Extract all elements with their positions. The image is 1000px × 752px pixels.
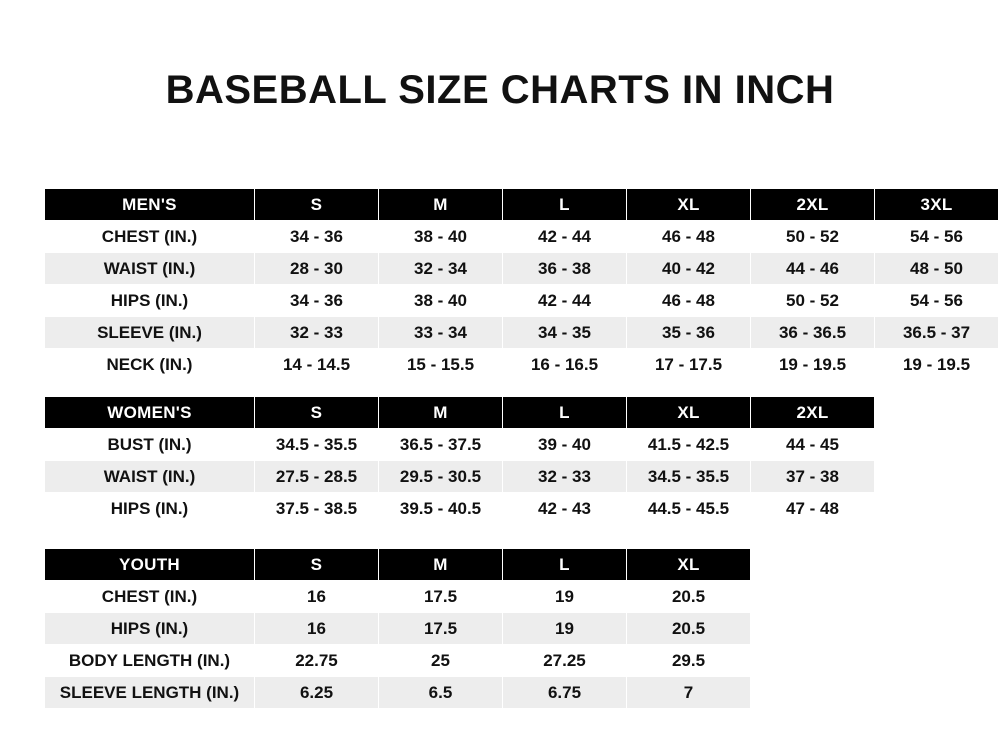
womens-size-table-container [44,396,875,525]
measurement-cell: 44 - 46 [751,253,875,285]
measurement-cell: 25 [379,645,503,677]
measurement-cell: 34.5 - 35.5 [627,461,751,493]
table-row [45,317,999,349]
measurement-cell: 27.25 [503,645,627,677]
womens-size-table [44,396,875,525]
measurement-cell: 38 - 40 [379,285,503,317]
column-header-m: M [379,189,503,221]
measurement-cell: 34.5 - 35.5 [255,429,379,461]
measurement-cell: 32 - 33 [255,317,379,349]
measurement-cell: 34 - 36 [255,285,379,317]
table-row [45,581,751,613]
column-header-xl: XL [627,189,751,221]
table-row [45,285,999,317]
mens-header-label: MEN'S [45,189,255,221]
column-header-xl: XL [627,397,751,429]
measurement-cell: 39 - 40 [503,429,627,461]
measurement-cell: 46 - 48 [627,221,751,253]
table-row [45,645,751,677]
measurement-cell: 34 - 36 [255,221,379,253]
measurement-cell: 28 - 30 [255,253,379,285]
measurement-cell: 46 - 48 [627,285,751,317]
measurement-cell: 17.5 [379,581,503,613]
measurement-cell: 50 - 52 [751,221,875,253]
measurement-cell: 37.5 - 38.5 [255,493,379,525]
table-row [45,221,999,253]
measurement-cell: 41.5 - 42.5 [627,429,751,461]
mens-header-row [45,189,999,221]
column-header-m: M [379,549,503,581]
table-row [45,493,875,525]
row-label: HIPS (IN.) [45,493,255,525]
table-row [45,461,875,493]
table-row [45,429,875,461]
measurement-cell: 38 - 40 [379,221,503,253]
column-header-2xl: 2XL [751,189,875,221]
measurement-cell: 6.25 [255,677,379,709]
measurement-cell: 36.5 - 37.5 [379,429,503,461]
measurement-cell: 7 [627,677,751,709]
measurement-cell: 16 - 16.5 [503,349,627,381]
column-header-s: S [255,397,379,429]
measurement-cell: 29.5 [627,645,751,677]
womens-header-row [45,397,875,429]
measurement-cell: 50 - 52 [751,285,875,317]
column-header-2xl: 2XL [751,397,875,429]
measurement-cell: 54 - 56 [875,285,999,317]
measurement-cell: 44.5 - 45.5 [627,493,751,525]
row-label: HIPS (IN.) [45,285,255,317]
measurement-cell: 42 - 43 [503,493,627,525]
measurement-cell: 19 - 19.5 [751,349,875,381]
measurement-cell: 37 - 38 [751,461,875,493]
table-row [45,253,999,285]
youth-header-row [45,549,751,581]
measurement-cell: 47 - 48 [751,493,875,525]
row-label: HIPS (IN.) [45,613,255,645]
column-header-xl: XL [627,549,751,581]
column-header-3xl: 3XL [875,189,999,221]
row-label: BUST (IN.) [45,429,255,461]
youth-size-table-container [44,548,751,709]
measurement-cell: 19 - 19.5 [875,349,999,381]
row-label: SLEEVE (IN.) [45,317,255,349]
mens-table-body [45,189,999,381]
measurement-cell: 16 [255,613,379,645]
measurement-cell: 39.5 - 40.5 [379,493,503,525]
youth-header-label: YOUTH [45,549,255,581]
measurement-cell: 15 - 15.5 [379,349,503,381]
row-label: SLEEVE LENGTH (IN.) [45,677,255,709]
row-label: NECK (IN.) [45,349,255,381]
measurement-cell: 14 - 14.5 [255,349,379,381]
row-label: WAIST (IN.) [45,461,255,493]
column-header-s: S [255,189,379,221]
mens-size-table [44,188,999,381]
column-header-l: L [503,189,627,221]
measurement-cell: 6.5 [379,677,503,709]
measurement-cell: 44 - 45 [751,429,875,461]
womens-table-body [45,397,875,525]
youth-size-table [44,548,751,709]
column-header-s: S [255,549,379,581]
table-row [45,349,999,381]
measurement-cell: 35 - 36 [627,317,751,349]
measurement-cell: 32 - 33 [503,461,627,493]
measurement-cell: 29.5 - 30.5 [379,461,503,493]
column-header-m: M [379,397,503,429]
measurement-cell: 17.5 [379,613,503,645]
measurement-cell: 33 - 34 [379,317,503,349]
page-title: BASEBALL SIZE CHARTS IN INCH [165,68,835,112]
row-label: CHEST (IN.) [45,221,255,253]
measurement-cell: 40 - 42 [627,253,751,285]
womens-header-label: WOMEN'S [45,397,255,429]
measurement-cell: 16 [255,581,379,613]
measurement-cell: 22.75 [255,645,379,677]
measurement-cell: 17 - 17.5 [627,349,751,381]
table-row [45,613,751,645]
table-row [45,677,751,709]
measurement-cell: 20.5 [627,613,751,645]
row-label: CHEST (IN.) [45,581,255,613]
measurement-cell: 36.5 - 37 [875,317,999,349]
row-label: BODY LENGTH (IN.) [45,645,255,677]
youth-table-body [45,549,751,709]
mens-size-table-container [44,188,999,381]
measurement-cell: 32 - 34 [379,253,503,285]
measurement-cell: 27.5 - 28.5 [255,461,379,493]
measurement-cell: 36 - 38 [503,253,627,285]
measurement-cell: 34 - 35 [503,317,627,349]
measurement-cell: 42 - 44 [503,285,627,317]
measurement-cell: 54 - 56 [875,221,999,253]
measurement-cell: 6.75 [503,677,627,709]
measurement-cell: 48 - 50 [875,253,999,285]
measurement-cell: 19 [503,581,627,613]
column-header-l: L [503,549,627,581]
measurement-cell: 36 - 36.5 [751,317,875,349]
measurement-cell: 20.5 [627,581,751,613]
measurement-cell: 19 [503,613,627,645]
column-header-l: L [503,397,627,429]
measurement-cell: 42 - 44 [503,221,627,253]
row-label: WAIST (IN.) [45,253,255,285]
